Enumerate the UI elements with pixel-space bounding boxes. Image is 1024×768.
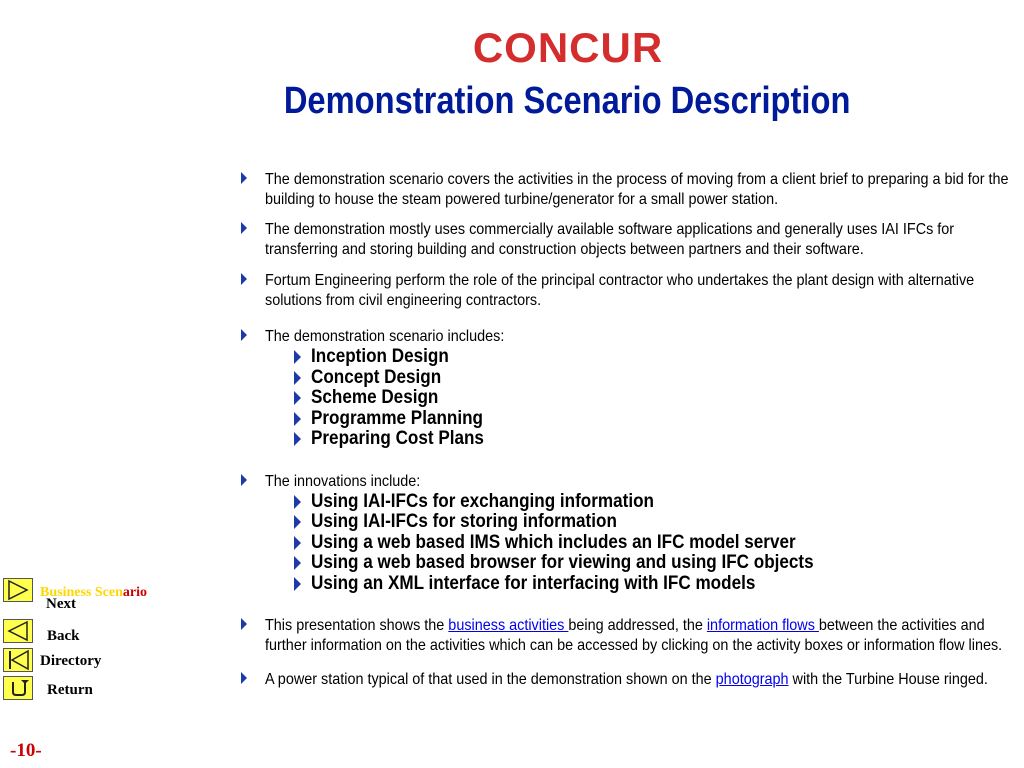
return-button[interactable] bbox=[3, 676, 33, 700]
bullet-3: Fortum Engineering perform the role of the principal contractor who undertakes the plant design with alternative solutions from civil engineering contractors. bbox=[237, 271, 1024, 311]
list-item: Scheme Design bbox=[294, 388, 1024, 409]
list-item: Preparing Cost Plans bbox=[294, 429, 1024, 450]
bullet-arrow-icon bbox=[241, 474, 247, 486]
bullet-2: The demonstration mostly uses commercially available software applications and generally uses IAI IFCs for transferring and storing building and construction objects between partners and their software. bbox=[237, 220, 1024, 260]
slide-content bbox=[237, 170, 1024, 690]
business-activities-link[interactable]: business activities bbox=[448, 617, 569, 634]
innovations-list bbox=[237, 492, 1024, 595]
next-label[interactable]: Next bbox=[46, 596, 76, 612]
sub-arrow-icon bbox=[294, 577, 301, 591]
list-item: Using a web based IMS which includes an IFC model server bbox=[294, 533, 1024, 554]
bullet-scenario: The demonstration scenario includes: bbox=[237, 327, 1024, 347]
page-number: -10- bbox=[10, 740, 42, 761]
sub-arrow-icon bbox=[294, 432, 301, 446]
back-icon bbox=[4, 620, 32, 642]
sub-arrow-icon bbox=[294, 515, 301, 529]
bullet-arrow-icon bbox=[241, 329, 247, 341]
list-item: Inception Design bbox=[294, 347, 1024, 368]
bullet-photo: A power station typical of that used in the demonstration shown on the photograph with the Turbine House ringed. bbox=[237, 670, 1024, 690]
list-item: Programme Planning bbox=[294, 409, 1024, 430]
play-icon bbox=[4, 579, 32, 601]
list-item: Using a web based browser for viewing and using IFC objects bbox=[294, 553, 1024, 574]
list-item: Concept Design bbox=[294, 368, 1024, 389]
title: CONCUR bbox=[472, 24, 664, 71]
sub-arrow-icon bbox=[294, 536, 301, 550]
back-label[interactable]: Back bbox=[47, 628, 80, 644]
bullet-arrow-icon bbox=[241, 672, 247, 684]
bullet-1: The demonstration scenario covers the activities in the process of moving from a client brief to preparing a bid for the building to house the steam powered turbine/generator for a small power station. bbox=[237, 170, 1024, 210]
list-item: Using an XML interface for interfacing with IFC models bbox=[294, 574, 1024, 595]
bullet-presentation: This presentation shows the business activities being addressed, the information flows between the activities and further information on the activities which can be accessed by clicking on the activity boxes or information flow lines. bbox=[237, 616, 1024, 656]
directory-button[interactable] bbox=[3, 648, 33, 672]
bullet-arrow-icon bbox=[241, 172, 247, 184]
sub-arrow-icon bbox=[294, 350, 301, 364]
bullet-innovations: The innovations include: bbox=[237, 472, 1024, 492]
bullet-arrow-icon bbox=[241, 273, 247, 285]
list-item: Using IAI-IFCs for storing information bbox=[294, 512, 1024, 533]
directory-label[interactable]: Directory bbox=[40, 653, 102, 669]
bullet-arrow-icon bbox=[241, 618, 247, 630]
sub-arrow-icon bbox=[294, 371, 301, 385]
photograph-link[interactable]: photograph bbox=[715, 671, 789, 688]
subtitle: Demonstration Scenario Description bbox=[283, 80, 851, 122]
return-icon bbox=[4, 677, 32, 699]
skip-back-icon bbox=[4, 649, 32, 671]
sub-arrow-icon bbox=[294, 495, 301, 509]
breadcrumb[interactable]: Business Scenario bbox=[40, 585, 147, 600]
scenario-list bbox=[237, 347, 1024, 450]
bullet-arrow-icon bbox=[241, 222, 247, 234]
sub-arrow-icon bbox=[294, 412, 301, 426]
return-label[interactable]: Return bbox=[47, 682, 93, 698]
back-button[interactable] bbox=[3, 619, 33, 643]
next-button[interactable] bbox=[3, 578, 33, 602]
sub-arrow-icon bbox=[294, 556, 301, 570]
information-flows-link[interactable]: information flows bbox=[706, 617, 819, 634]
sub-arrow-icon bbox=[294, 391, 301, 405]
list-item: Using IAI-IFCs for exchanging information bbox=[294, 492, 1024, 513]
